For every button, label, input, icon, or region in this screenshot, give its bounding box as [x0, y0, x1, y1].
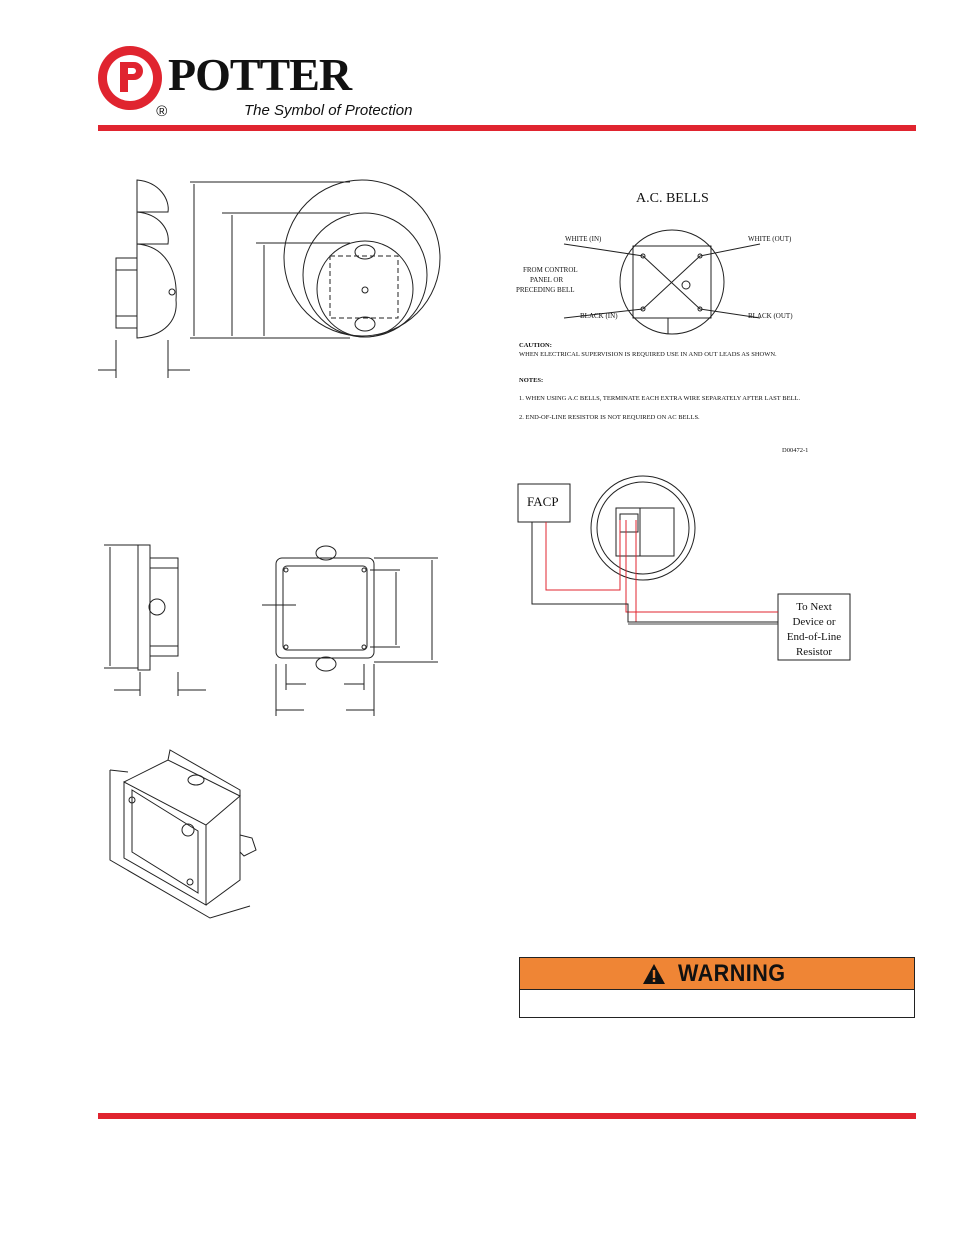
box-front-view	[262, 546, 438, 716]
ac-bells-title: A.C. BELLS	[636, 191, 709, 206]
warning-header	[520, 958, 914, 990]
caution-heading: CAUTION:	[519, 342, 552, 349]
warning-body	[520, 990, 914, 1018]
next-device-line-4: Resistor	[795, 646, 833, 658]
warning-label: WARNING	[678, 959, 786, 987]
note-1: 1. WHEN USING A.C BELLS, TERMINATE EACH EXTRA WIRE SEPARATELY AFTER LAST BELL.	[519, 395, 801, 402]
bell-side-view	[98, 180, 190, 378]
box-side-view	[104, 545, 206, 696]
notes-heading: NOTES:	[519, 377, 544, 384]
bell-front-view	[190, 180, 440, 338]
drawing-number: D00472-1	[782, 447, 809, 454]
next-device-line-2: Device or	[792, 616, 836, 628]
label-white-in: WHITE (IN)	[565, 235, 602, 243]
label-black-in: BLACK (IN)	[580, 312, 618, 320]
label-preceding-bell: PRECEDING BELL	[516, 286, 575, 294]
label-black-out: BLACK (OUT)	[748, 312, 793, 320]
brand-name: POTTER	[168, 49, 352, 100]
red-wires	[546, 520, 778, 622]
registered-mark: ®	[156, 103, 168, 120]
warning-triangle-icon	[642, 963, 666, 985]
tagline: The Symbol of Protection	[244, 102, 413, 119]
label-from-control: FROM CONTROL	[523, 266, 578, 274]
next-device-line-1: To Next	[796, 601, 832, 613]
caution-text: WHEN ELECTRICAL SUPERVISION IS REQUIRED USE IN AND OUT LEADS AS SHOWN.	[519, 351, 777, 358]
warning-box	[519, 957, 915, 1018]
label-white-out: WHITE (OUT)	[748, 235, 792, 243]
box-isometric-view	[110, 750, 256, 918]
label-panel-or: PANEL OR	[530, 276, 564, 284]
facp-label: FACP	[527, 494, 559, 509]
note-2: 2. END-OF-LINE RESISTOR IS NOT REQUIRED ON AC BELLS.	[519, 414, 700, 421]
next-device-line-3: End-of-Line	[786, 631, 842, 643]
